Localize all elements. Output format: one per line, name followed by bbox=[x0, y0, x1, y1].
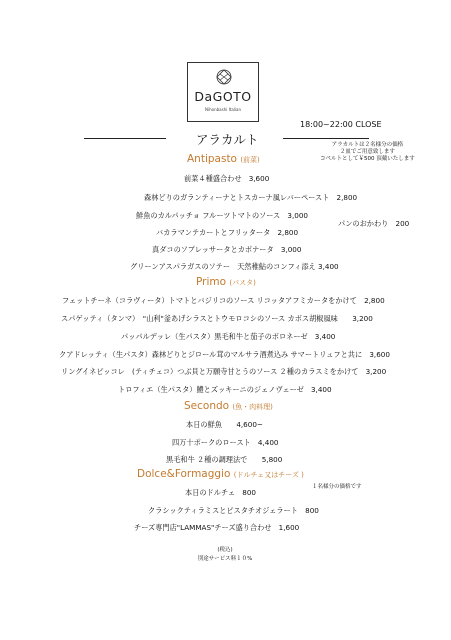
tax-note: (税込) bbox=[217, 547, 233, 553]
menu-item: 本日の鮮魚 4,600~ bbox=[186, 420, 263, 429]
menu-item: スパゲッティ（タンマ） "山利"釜あげシラスとトウモロコシのソース カボス胡椒風味 3,200 bbox=[61, 314, 373, 323]
pricing-note-line: コペルトとして￥500 頂戴いたします bbox=[320, 156, 415, 162]
menu-item: 鮮魚のカルパッチョ フルーツトマトのソース 3,000 bbox=[136, 211, 309, 220]
title-rule-left bbox=[84, 138, 166, 139]
pricing-note-line: ２皿でご用意致します bbox=[339, 149, 395, 155]
service-charge-note: 別途サービス料１０% bbox=[197, 556, 253, 562]
section-secondo bbox=[184, 400, 273, 412]
menu-item: 四万十ポークのロースト 4,400 bbox=[172, 438, 279, 447]
menu-item: パッパルデッレ（生パスタ）黒毛和牛と茄子のボロネーゼ 3,400 bbox=[121, 332, 336, 341]
menu-item: グリーンアスパラガスのソテー 天然稚鮎のコンフィ添え 3,400 bbox=[130, 262, 339, 271]
pricing-note-line: アラカルトは２名様分の価格 bbox=[331, 142, 404, 148]
menu-item: 黒毛和牛 ２種の調理法で 5,800 bbox=[166, 455, 283, 464]
section-antipasto bbox=[187, 153, 260, 165]
logo-subtitle: Nihonbashi Italian bbox=[204, 107, 242, 112]
section-title: Dolce&Formaggio bbox=[137, 468, 231, 480]
section-subtitle: (魚・肉料理) bbox=[232, 403, 273, 411]
section-subtitle: (前菜) bbox=[240, 156, 260, 164]
section-subtitle: (パスタ) bbox=[229, 279, 256, 287]
opening-hours: 18:00~22:00 CLOSE bbox=[300, 120, 382, 129]
menu-item: リングイネピッコレ (ティチェコ）つぶ貝と万願寺甘とうのソース ２種のカラスミをかけて 3,200 bbox=[61, 367, 387, 376]
menu-item: トロフィエ（生パスタ）鱧とズッキーニのジェノヴェーゼ 3,400 bbox=[118, 385, 332, 394]
section-title: Secondo bbox=[184, 400, 230, 412]
logo bbox=[187, 62, 259, 122]
menu-item: 前菜４種盛合わせ 3,600 bbox=[184, 174, 270, 183]
menu-item: バカラマンテカートとフリッタータ 2,800 bbox=[156, 228, 299, 237]
menu-item: 本日のドルチェ 800 bbox=[185, 488, 257, 497]
pricing-note bbox=[320, 142, 415, 163]
bread-refill: パンのおかわり 200 bbox=[338, 219, 410, 228]
dolce-note: １名様分の価格です bbox=[312, 484, 362, 490]
logo-name: DaGOTO bbox=[194, 89, 252, 104]
section-primo bbox=[196, 276, 256, 288]
menu-item: クアドレッティ（生パスタ）森林どりとジロール茸のマルサラ酒煮込み サマートリュフと共に 3,600 bbox=[59, 350, 390, 359]
section-dolce bbox=[137, 468, 304, 480]
menu-item: クラシックティラミスとピスタチオジェラート 800 bbox=[148, 506, 319, 515]
title-rule-right bbox=[283, 138, 369, 139]
section-title: Antipasto bbox=[187, 153, 237, 165]
section-title: Primo bbox=[196, 276, 227, 288]
logo-emblem-icon bbox=[214, 68, 234, 86]
menu-item: 真ダコのソプレッサータとカポナータ 3,000 bbox=[152, 245, 302, 254]
section-subtitle: (ドルチェ又はチーズ ) bbox=[233, 471, 304, 479]
page-title: アラカルト bbox=[196, 132, 259, 147]
menu-item: 森林どりのガランティーナとトスカーナ風レバーペースト 2,800 bbox=[144, 193, 358, 202]
menu-item: フェットチーネ（コラヴィータ）トマトとバジリコのソース リコッタアフミカータをかけて 2,800 bbox=[62, 296, 385, 305]
menu-item: チーズ専門店"LAMMAS"チーズ盛り合わせ 1,600 bbox=[134, 523, 300, 532]
